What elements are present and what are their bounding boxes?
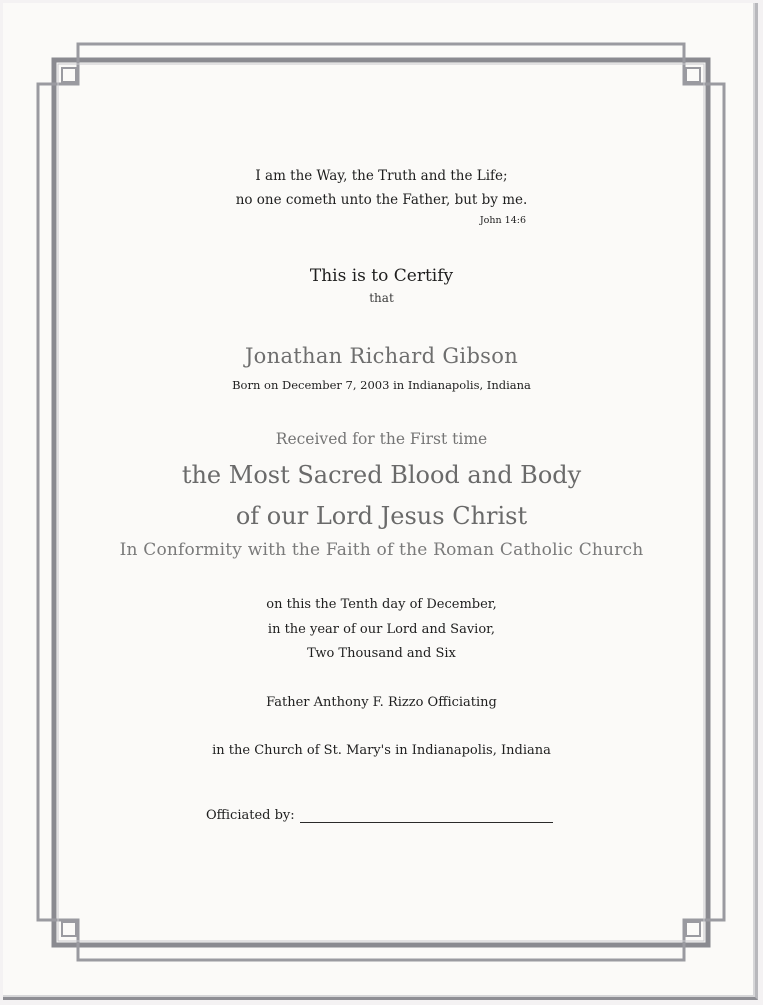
signature-label: Officiated by: xyxy=(206,808,295,823)
date-line-1: on this the Tenth day of December, xyxy=(266,597,497,612)
verse-citation: John 14:6 xyxy=(479,215,526,226)
church-text: in the Church of St. Mary's in Indianapolis, Indiana xyxy=(212,743,551,758)
date-line-3: Two Thousand and Six xyxy=(307,646,456,661)
verse-line-2: no one cometh unto the Father, but by me. xyxy=(235,192,528,208)
date-line-2: in the year of our Lord and Savior, xyxy=(267,622,496,637)
that-text: that xyxy=(369,291,394,305)
verse-line-1: I am the Way, the Truth and the Life; xyxy=(255,168,508,184)
recipient-name: Jonathan Richard Gibson xyxy=(244,344,519,368)
recipient-birth: Born on December 7, 2003 in Indianapolis, Indiana xyxy=(232,378,531,392)
signature-line[interactable] xyxy=(300,822,553,823)
signature-row xyxy=(206,808,566,828)
officiant-text: Father Anthony F. Rizzo Officiating xyxy=(266,695,497,710)
sacrament-title-2: of our Lord Jesus Christ xyxy=(235,502,528,530)
certify-heading: This is to Certify xyxy=(309,266,454,286)
received-text: Received for the First time xyxy=(275,430,488,448)
conformity-text: In Conformity with the Faith of the Roman Catholic Church xyxy=(119,540,644,560)
sacrament-title-1: the Most Sacred Blood and Body xyxy=(181,461,582,489)
